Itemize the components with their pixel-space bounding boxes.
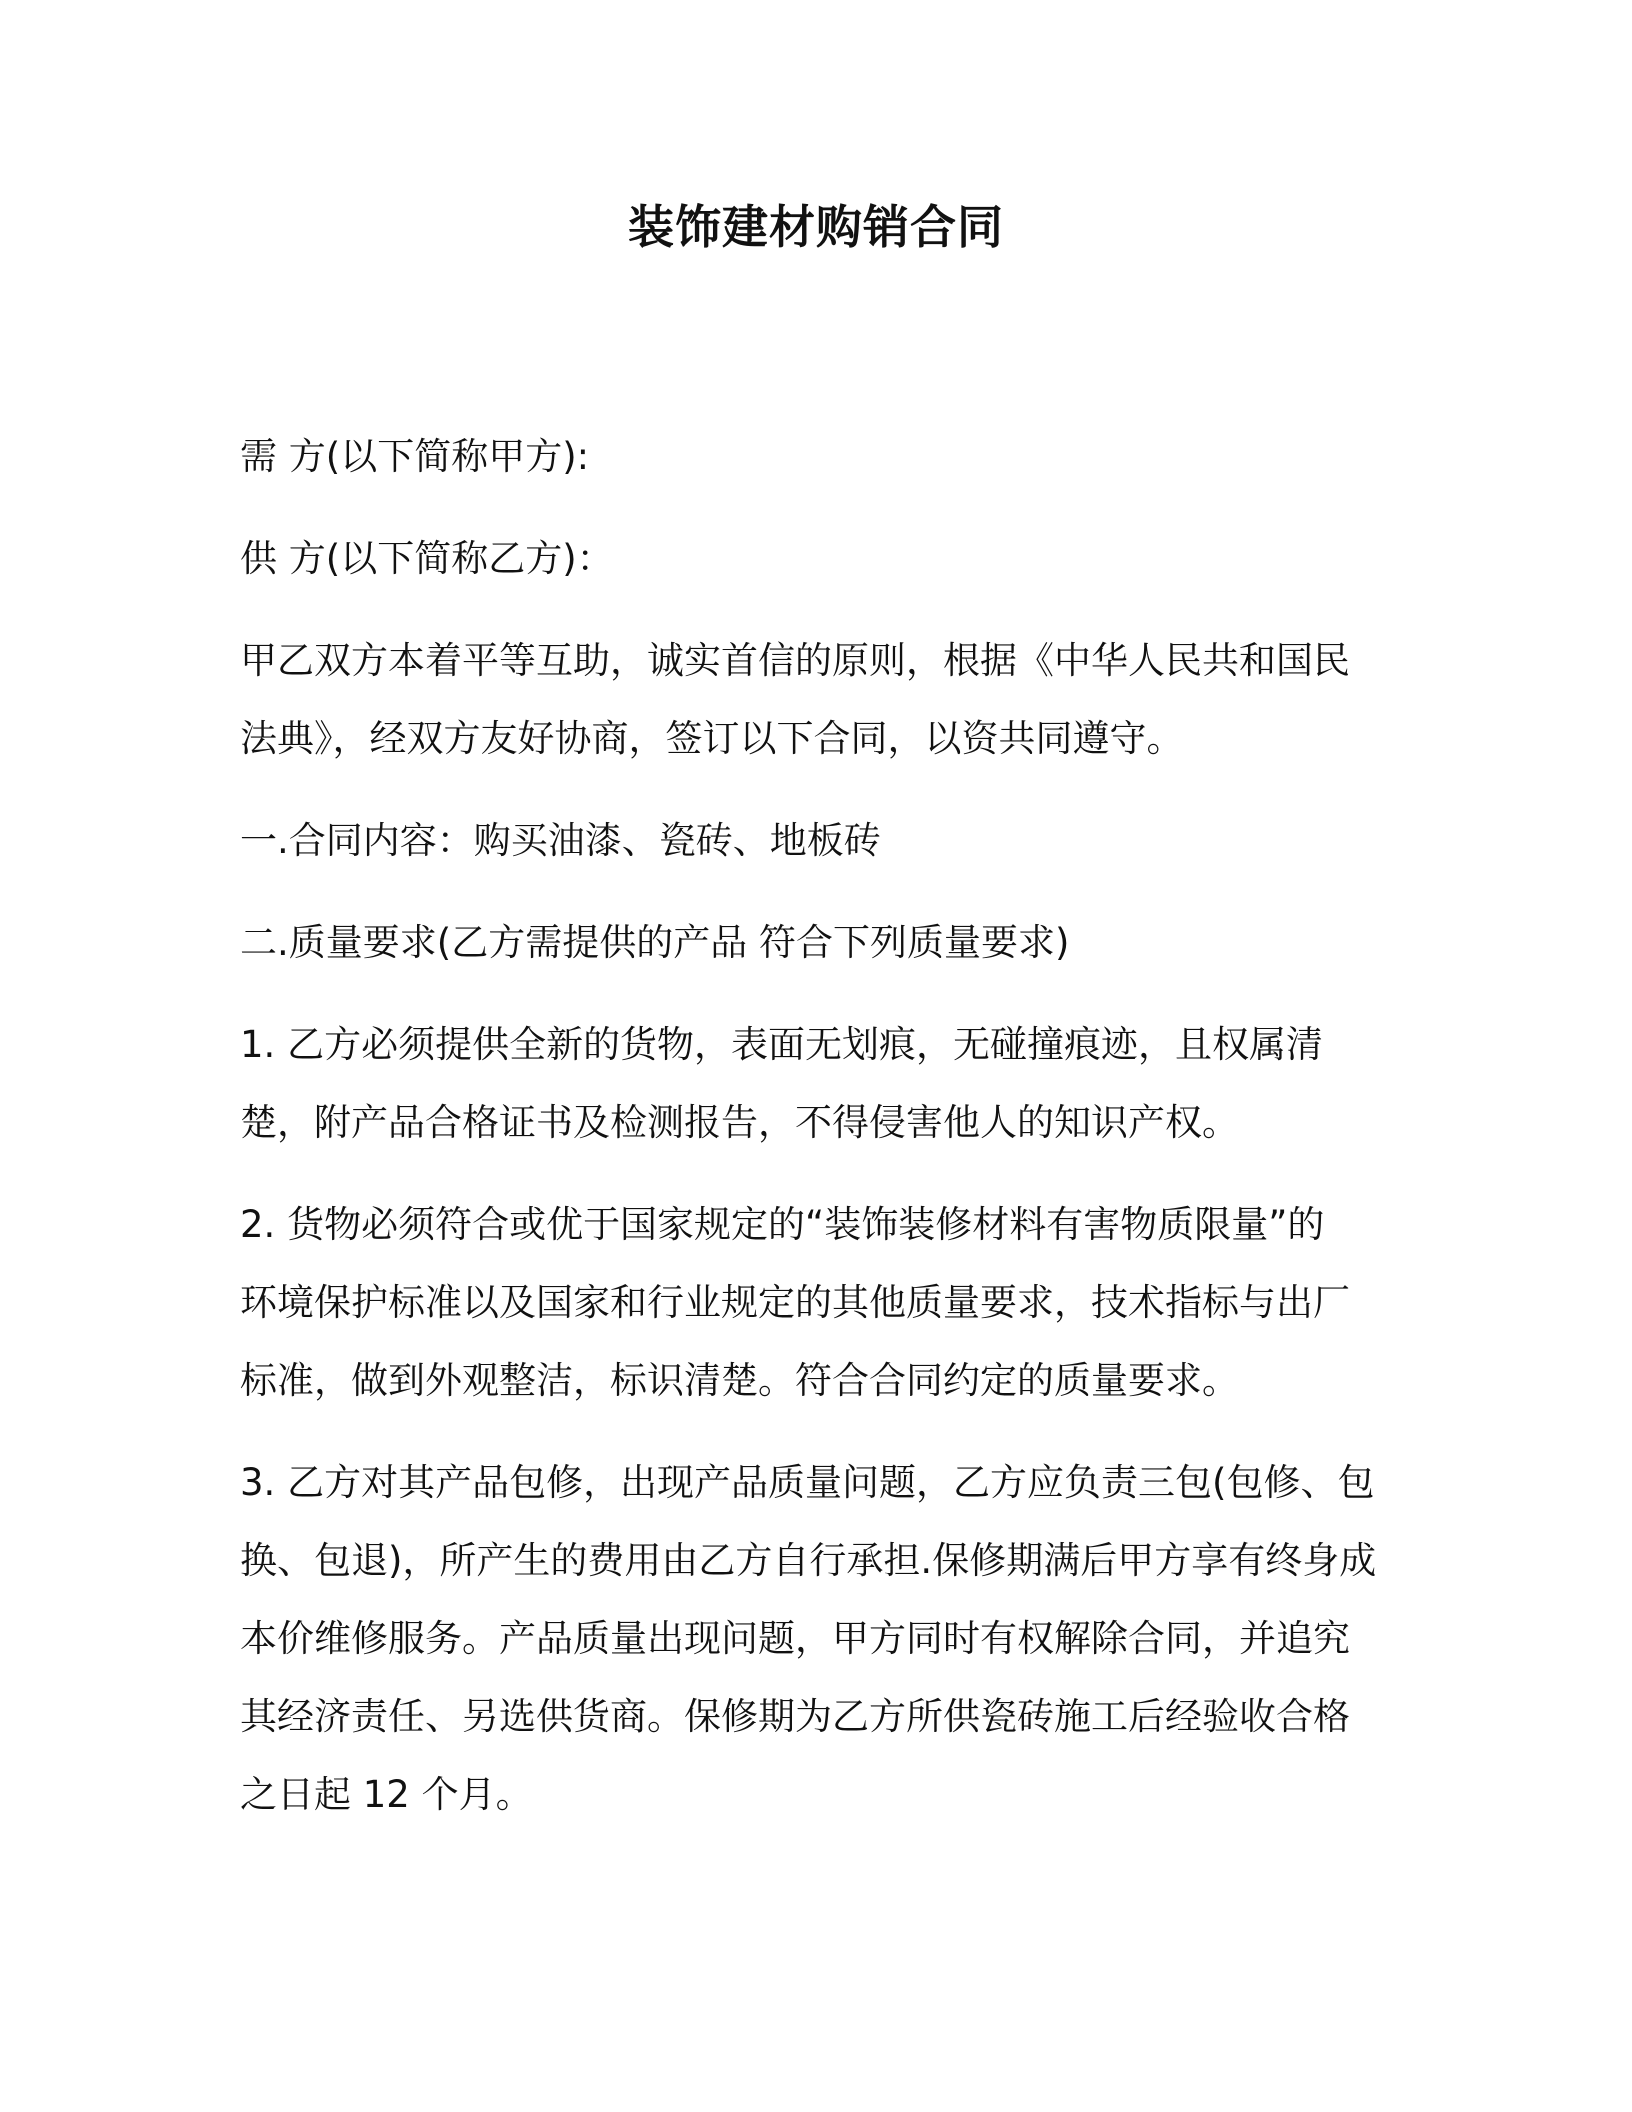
text-line: 之日起 12 个月。 (240, 1773, 533, 1816)
text-line: 1. 乙方必须提供全新的货物，表面无划痕，无碰撞痕迹，且权属清 (240, 1023, 1324, 1066)
text-line: 3. 乙方对其产品包修，出现产品质量问题，乙方应负责三包(包修、包 (240, 1461, 1375, 1504)
text-line: 法典》，经双方友好协商，签订以下合同，以资共同遵守。 (240, 717, 1184, 760)
paragraph-buyer (240, 418, 1410, 496)
text-line: 楚，附产品合格证书及检测报告，不得侵害他人的知识产权。 (240, 1101, 1239, 1144)
paragraph-preamble (240, 622, 1410, 778)
paragraph-section-1 (240, 802, 1410, 880)
paragraph-clause-1 (240, 1006, 1410, 1162)
paragraph-section-2 (240, 904, 1410, 982)
text-line: 2. 货物必须符合或优于国家规定的“装饰装修材料有害物质限量”的 (240, 1203, 1325, 1246)
text-line: 标准，做到外观整洁，标识清楚。符合合同约定的质量要求。 (240, 1359, 1239, 1402)
paragraph-clause-3 (240, 1444, 1410, 1834)
text-line: 需 方(以下简称甲方): (240, 435, 590, 478)
paragraph-seller (240, 520, 1410, 598)
document-body (240, 418, 1410, 1858)
text-line: 一.合同内容：购买油漆、瓷砖、地板砖 (240, 819, 881, 862)
text-line: 换、包退)，所产生的费用由乙方自行承担.保修期满后甲方享有终身成 (240, 1539, 1377, 1582)
text-line: 本价维修服务。产品质量出现问题，甲方同时有权解除合同，并追究 (240, 1617, 1350, 1660)
text-line: 二.质量要求(乙方需提供的产品 符合下列质量要求) (240, 921, 1070, 964)
text-line: 其经济责任、另选供货商。保修期为乙方所供瓷砖施工后经验收合格 (240, 1695, 1350, 1738)
document-title: 装饰建材购销合同 (628, 200, 1004, 254)
paragraph-clause-2 (240, 1186, 1410, 1420)
text-line: 甲乙双方本着平等互助，诚实首信的原则，根据《中华人民共和国民 (240, 639, 1350, 682)
text-line: 供 方(以下简称乙方)： (240, 537, 614, 580)
text-line: 环境保护标准以及国家和行业规定的其他质量要求，技术指标与出厂 (240, 1281, 1350, 1324)
